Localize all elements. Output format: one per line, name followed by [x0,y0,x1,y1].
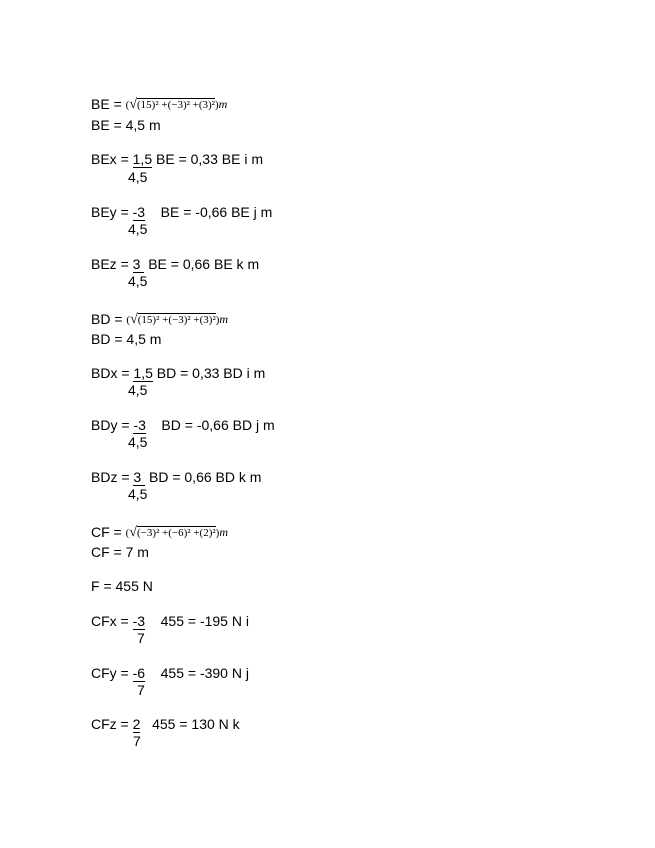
be-sqrt-expression: (15)² +(−3)² +(3)² [137,99,215,111]
sqrt-icon: √ [130,312,138,327]
bdy-numerator: -3 [133,417,146,433]
bdx-line: BDx = 1,5 BD = 0,33 BD i m [91,365,266,381]
bdz-denominator: 4,5 [128,486,148,502]
bex-numerator: 1,5 [132,151,153,167]
bez-numerator: 3 [132,256,145,272]
be-result: BE = 4,5 m [91,117,161,133]
sqrt-icon: √ [129,525,137,540]
cfy-numerator: -6 [132,665,146,681]
bdy-line: BDy = -3 BD = -0,66 BD j m [91,417,275,433]
bdx-denominator: 4,5 [128,382,148,398]
bd-result: BD = 4,5 m [91,331,162,347]
bez-denominator: 4,5 [128,273,148,289]
bey-numerator: -3 [132,204,146,220]
bd-unit: m [219,312,229,326]
cfx-line: CFx = -3 455 = -195 N i [91,613,249,629]
sqrt-icon: √ [129,97,137,112]
be-unit: m [218,97,228,111]
bez-line: BEz = 3 BE = 0,66 BE k m [91,256,260,272]
cf-magnitude-formula: CF = (√(−3)² +(−6)² +(2)²)m [91,524,229,540]
force-value: F = 455 N [91,578,153,594]
cf-unit: m [219,525,229,539]
cfy-denominator: 7 [137,682,145,698]
bdz-numerator: 3 [133,469,146,485]
bd-formula-label: BD = [91,311,127,327]
bex-denominator: 4,5 [128,169,148,185]
cfz-numerator: 2 [132,716,141,732]
bex-line: BEx = 1,5 BE = 0,33 BE i m [91,151,263,167]
be-formula-label: BE = [91,96,126,112]
bey-denominator: 4,5 [128,221,148,237]
bey-line: BEy = -3 BE = -0,66 BE j m [91,204,273,220]
cf-result: CF = 7 m [91,544,149,560]
cf-sqrt-expression: (−3)² +(−6)² +(2)² [136,527,216,539]
bdz-line: BDz = 3 BD = 0,66 BD k m [91,469,262,485]
cfx-numerator: -3 [132,613,146,629]
cfz-denominator: 7 [133,733,141,749]
cfy-line: CFy = -6 455 = -390 N j [91,665,249,681]
bdy-denominator: 4,5 [128,434,148,450]
cf-formula-label: CF = [91,524,126,540]
bd-magnitude-formula: BD = (√(15)² +(−3)² +(3)²)m [91,311,229,327]
cfx-denominator: 7 [137,630,145,646]
be-magnitude-formula: BE = (√(15)² +(−3)² +(3)²)m [91,96,228,112]
cfz-line: CFz = 2 455 = 130 N k [91,716,240,732]
bdx-numerator: 1,5 [133,365,153,381]
bd-sqrt-expression: (15)² +(−3)² +(3)² [137,314,216,326]
